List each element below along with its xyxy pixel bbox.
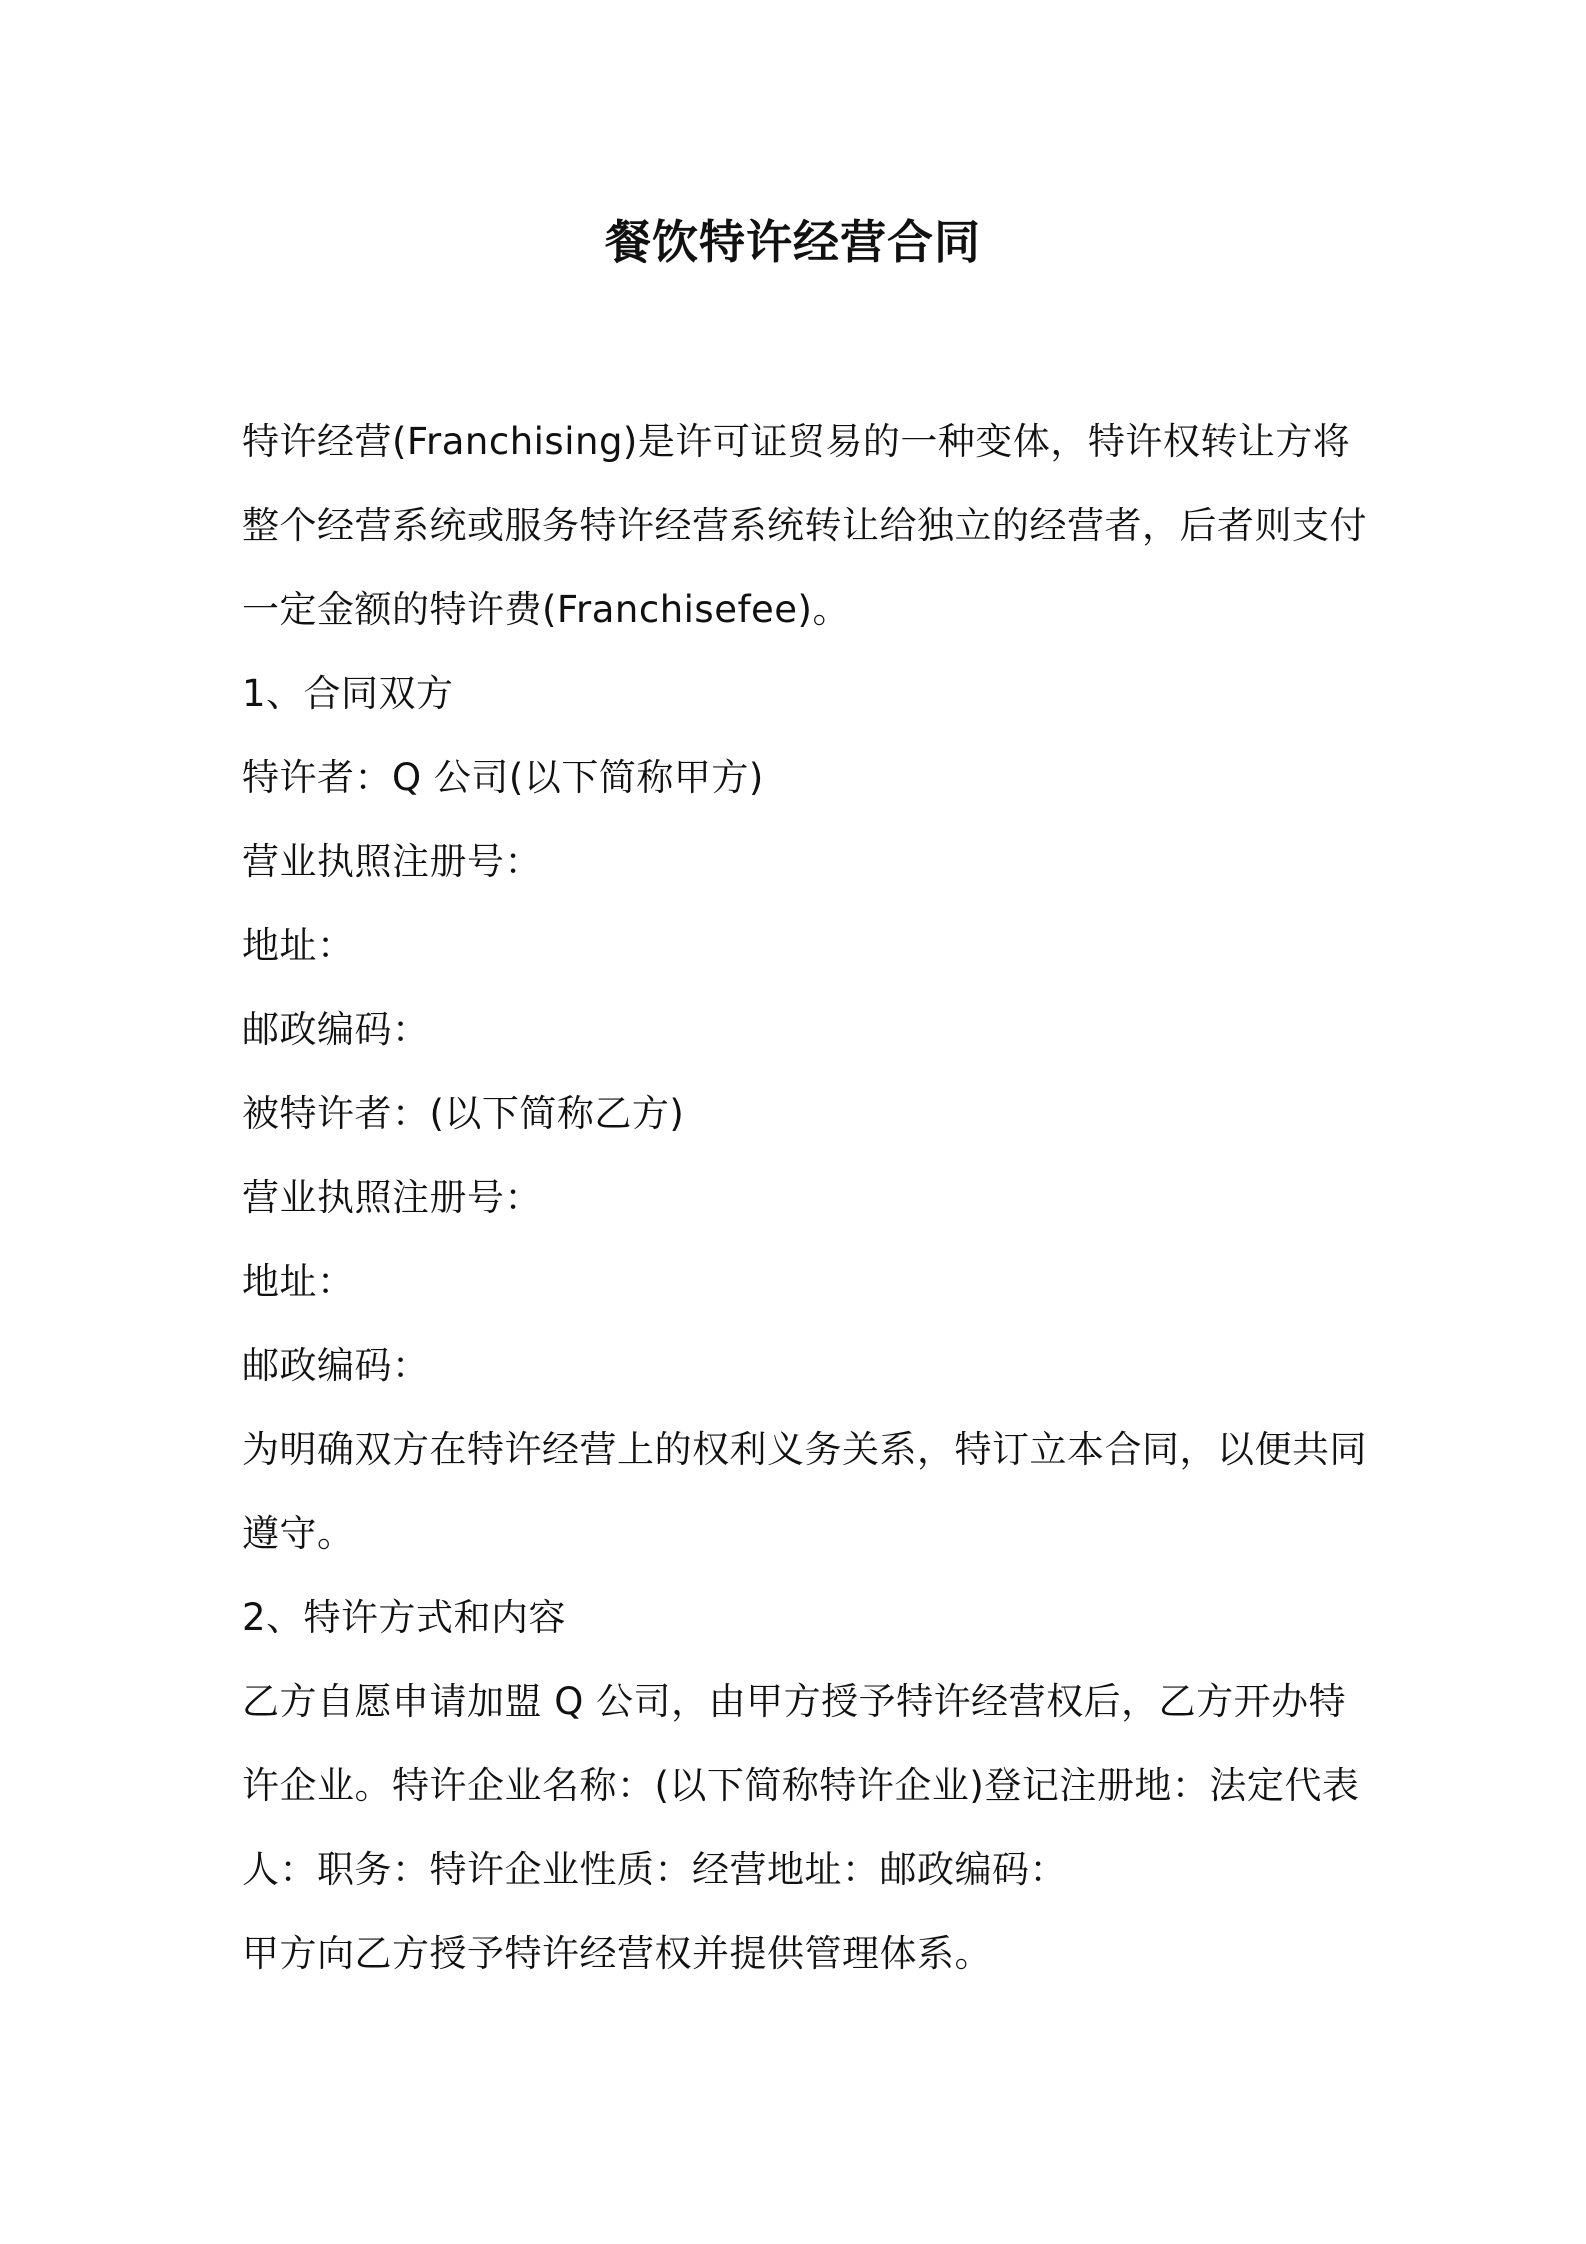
document-title: 餐饮特许经营合同 [605, 215, 981, 269]
paragraph-line: 整个经营系统或服务特许经营系统转让给独立的经营者，后者则支付 [242, 504, 1367, 547]
paragraph-line: 甲方向乙方授予特许经营权并提供管理体系。 [242, 1932, 992, 1975]
paragraph-line: 特许经营(Franchising)是许可证贸易的一种变体，特许权转让方将 [242, 420, 1351, 463]
paragraph-line: 许企业。特许企业名称：(以下简称特许企业)登记注册地：法定代表 [242, 1764, 1360, 1807]
paragraph-line: 一定金额的特许费(Franchisefee)。 [242, 588, 850, 631]
postal-code-label: 邮政编码： [242, 1008, 430, 1051]
registration-number-label: 营业执照注册号： [242, 1176, 542, 1219]
paragraph-line: 遵守。 [242, 1512, 355, 1555]
registration-number-label: 营业执照注册号： [242, 840, 542, 883]
postal-code-label: 邮政编码： [242, 1344, 430, 1387]
section-heading: 2、特许方式和内容 [242, 1596, 567, 1639]
paragraph-line: 为明确双方在特许经营上的权利义务关系，特订立本合同，以便共同 [242, 1428, 1367, 1471]
address-label: 地址： [242, 1260, 355, 1303]
address-label: 地址： [242, 924, 355, 967]
section-heading: 1、合同双方 [242, 672, 454, 715]
franchisee-line: 被特许者：(以下简称乙方) [242, 1092, 685, 1135]
paragraph-line: 乙方自愿申请加盟 Q 公司，由甲方授予特许经营权后，乙方开办特 [242, 1680, 1347, 1723]
franchisor-line: 特许者：Q 公司(以下简称甲方) [242, 756, 764, 799]
document-body [242, 400, 1367, 1996]
paragraph-line: 人：职务：特许企业性质：经营地址：邮政编码： [242, 1848, 1067, 1891]
